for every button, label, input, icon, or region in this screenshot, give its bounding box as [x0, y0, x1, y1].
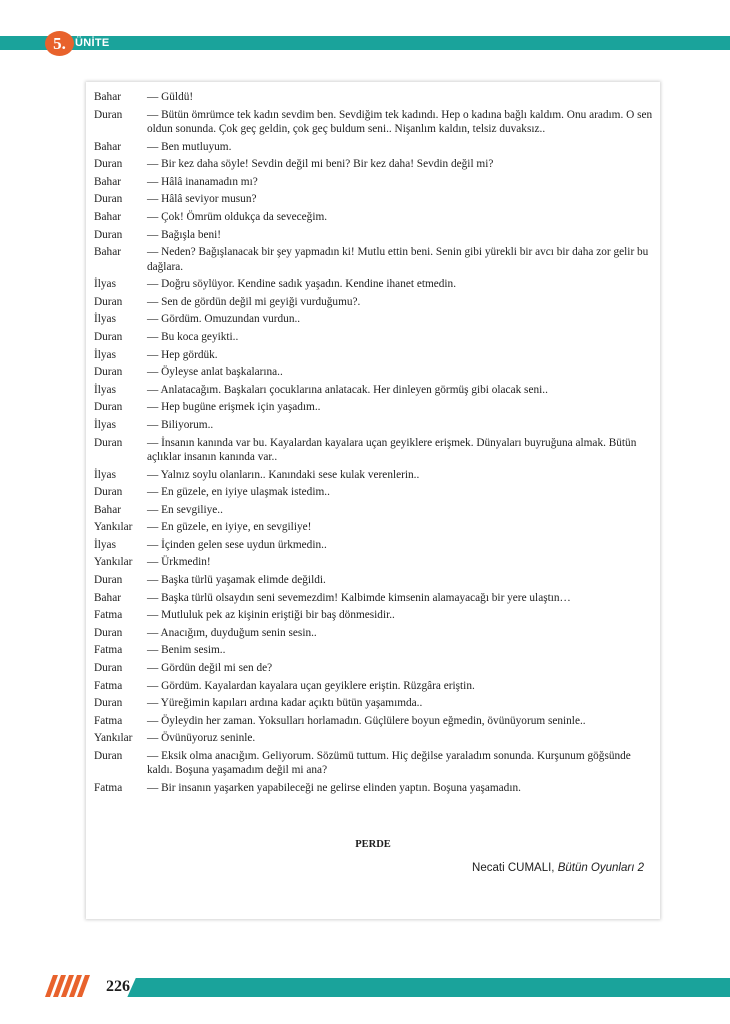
dialogue-line: [94, 555, 654, 569]
dialogue-text: — Benim sesim..: [147, 644, 226, 657]
dialogue-text: — İnsanın kanında var bu. Kayalardan kayalara uçan geyiklere erişmek. Dünyaları buyruğuna almak. Bütün açlıklar insanın kanında var..: [147, 436, 637, 463]
dialogue-text: — Sen de gördün değil mi geyiği vurduğumu?.: [147, 295, 361, 308]
dialogue-text: — Yüreğimin kapıları ardına kadar açıktı bütün yaşamımda..: [147, 697, 423, 710]
speaker-name: Duran: [94, 697, 123, 710]
dialogue-line: [94, 157, 654, 171]
dialogue-line: [94, 383, 654, 397]
footer-bar: [104, 978, 730, 997]
dialogue-line: [94, 400, 654, 414]
dialogue-lines: [94, 90, 654, 799]
speaker-name: Bahar: [94, 246, 121, 259]
speaker-name: İlyas: [94, 313, 116, 326]
dialogue-text: — Hep bugüne erişmek için yaşadım..: [147, 401, 321, 414]
dialogue-text: — Gördüm. Kayalardan kayalara uçan geyiklere eriştin. Rüzgâra eriştin.: [147, 679, 475, 692]
speaker-name: Fatma: [94, 609, 123, 622]
dialogue-line: [94, 468, 654, 482]
dialogue-text: — Güldü!: [147, 91, 194, 103]
speaker-name: Bahar: [94, 503, 121, 516]
speaker-name: Yankılar: [94, 732, 133, 745]
dialogue-text: — Bir kez daha söyle! Sevdin değil mi beni? Bir kez daha! Sevdin değil mi?: [147, 158, 494, 171]
dialogue-line: [94, 330, 654, 344]
dialogue-text: — Başka türlü yaşamak elimde değildi.: [147, 574, 326, 587]
speaker-name: Fatma: [94, 644, 123, 657]
dialogue-line: [94, 626, 654, 640]
dialogue-text: — Biliyorum..: [147, 418, 214, 431]
dialogue-line: [94, 731, 654, 745]
dialogue-line: [94, 520, 654, 534]
dialogue-text: — Çok! Ömrüm oldukça da seveceğim.: [147, 210, 328, 223]
dialogue-text: — Bütün ömrümce tek kadın sevdim ben. Sevdiğim tek kadındı. Hep o kadına bağlı kaldım. Onu aradım. O sen oldun sonunda. Çok geç geldin, çok geç buldum seni.. Nişanlım kaldın, telsiz duvaksız..: [147, 108, 653, 135]
speaker-name: Duran: [94, 228, 123, 241]
dialogue-text: — Bu koca geyikti..: [147, 330, 239, 343]
dialogue-text: — Hâlâ inanamadın mı?: [147, 175, 258, 188]
speaker-name: İlyas: [94, 383, 116, 396]
speaker-name: Bahar: [94, 175, 121, 188]
dialogue-text: — Yalnız soylu olanların.. Kanındaki sese kulak verenlerin..: [147, 468, 420, 481]
dialogue-text: — En sevgiliye..: [147, 503, 223, 516]
dialogue-line: [94, 277, 654, 291]
dialogue-text: — Gördün değil mi sen de?: [147, 662, 273, 675]
speaker-name: İlyas: [94, 538, 116, 551]
speaker-name: Duran: [94, 330, 123, 343]
dialogue-line: [94, 696, 654, 710]
speaker-name: Duran: [94, 158, 123, 171]
source-credit: [472, 862, 644, 874]
dialogue-line: [94, 348, 654, 362]
dialogue-text: — Anacığım, duyduğum senin sesin..: [147, 626, 317, 639]
credit-work: Bütün Oyunları 2: [557, 862, 644, 874]
dialogue-line: [94, 210, 654, 224]
speaker-name: Bahar: [94, 91, 121, 103]
dialogue-line: [94, 295, 654, 309]
dialogue-line: [94, 781, 654, 795]
dialogue-text: — Başka türlü olsaydın seni sevemezdim! Kalbimde kimsenin alamayacağı bir yere ulaştın…: [147, 591, 571, 604]
speaker-name: İlyas: [94, 418, 116, 431]
speaker-name: İlyas: [94, 278, 116, 291]
dialogue-line: [94, 573, 654, 587]
speaker-name: Fatma: [94, 714, 123, 727]
speaker-name: Duran: [94, 436, 123, 449]
speaker-name: Duran: [94, 193, 123, 206]
dialogue-line: [94, 140, 654, 154]
unit-number-badge: 5.: [45, 31, 74, 56]
dialogue-card: [86, 82, 660, 919]
dialogue-line: [94, 538, 654, 552]
dialogue-line: [94, 108, 654, 137]
dialogue-line: [94, 661, 654, 675]
dialogue-text: — Öyleydin her zaman. Yoksulları horlamadın. Güçlülere boyun eğmedin, övünüyorum seninle..: [147, 714, 586, 727]
dialogue-text: — En güzele, en iyiye ulaşmak istedim..: [147, 486, 330, 499]
speaker-name: Bahar: [94, 591, 121, 604]
dialogue-line: [94, 90, 654, 104]
dialogue-text: — Anlatacağım. Başkaları çocuklarına anlatacak. Her dinleyen görmüş gibi olacak seni..: [147, 383, 548, 396]
dialogue-text: — Mutluluk pek az kişinin eriştiği bir baş dönmesidir..: [147, 609, 395, 622]
dialogue-text: — Ben mutluyum.: [147, 140, 232, 153]
dialogue-text: — Öyleyse anlat başkalarına..: [147, 366, 283, 379]
dialogue-line: [94, 418, 654, 432]
speaker-name: Duran: [94, 662, 123, 675]
perde-label: PERDE: [355, 839, 391, 850]
dialogue-line: [94, 643, 654, 657]
dialogue-text: — İçinden gelen sese uydun ürkmedin..: [147, 538, 327, 551]
dialogue-text: — Doğru söylüyor. Kendine sadık yaşadın. Kendine ihanet etmedin.: [147, 278, 457, 291]
dialogue-text: — En güzele, en iyiye, en sevgiliye!: [147, 521, 312, 534]
dialogue-line: [94, 175, 654, 189]
dialogue-line: [94, 485, 654, 499]
dialogue-line: [94, 714, 654, 728]
speaker-name: Duran: [94, 574, 123, 587]
speaker-name: Fatma: [94, 782, 123, 794]
dialogue-line: [94, 608, 654, 622]
dialogue-line: [94, 312, 654, 326]
speaker-name: Duran: [94, 486, 123, 499]
speaker-name: Yankılar: [94, 556, 133, 569]
dialogue-text: — Ürkmedin!: [147, 556, 211, 569]
dialogue-line: [94, 245, 654, 274]
dialogue-line: [94, 503, 654, 517]
dialogue-text: — Hep gördük.: [147, 348, 218, 361]
speaker-name: Fatma: [94, 679, 123, 692]
dialogue-line: [94, 591, 654, 605]
dialogue-text: — Neden? Bağışlanacak bir şey yapmadın ki! Mutlu ettin beni. Senin gibi yürekli bir avcı bir daha zor gelir bu dağlara.: [147, 246, 649, 273]
speaker-name: İlyas: [94, 468, 116, 481]
speaker-name: Duran: [94, 295, 123, 308]
dialogue-text: — Övünüyoruz seninle.: [147, 732, 256, 745]
speaker-name: Bahar: [94, 210, 121, 223]
dialogue-text: — Bağışla beni!: [147, 228, 222, 241]
footer-stripes: [47, 975, 97, 997]
dialogue-text: — Eksik olma anacığım. Geliyorum. Sözümü tuttum. Hiç değilse yaraladım sonunda. Kurşunum göğsünde kaldı. Boşuna yaşamadım değil mi ana?: [147, 750, 631, 777]
speaker-name: Duran: [94, 750, 123, 762]
page-number: 226: [106, 978, 130, 995]
dialogue-line: [94, 228, 654, 242]
speaker-name: Duran: [94, 366, 123, 379]
speaker-name: İlyas: [94, 348, 116, 361]
speaker-name: Yankılar: [94, 521, 133, 534]
dialogue-line: [94, 679, 654, 693]
dialogue-text: — Hâlâ seviyor musun?: [147, 193, 257, 206]
dialogue-text: — Gördüm. Omuzundan vurdun..: [147, 313, 301, 326]
speaker-name: Bahar: [94, 140, 121, 153]
speaker-name: Duran: [94, 108, 123, 121]
dialogue-line: [94, 365, 654, 379]
dialogue-text: — Bir insanın yaşarken yapabileceği ne gelirse elinden yaptın. Boşuna yaşamadın.: [147, 782, 521, 794]
speaker-name: Duran: [94, 626, 123, 639]
dialogue-line: [94, 436, 654, 465]
credit-author: Necati CUMALI,: [472, 862, 555, 874]
dialogue-line: [94, 192, 654, 206]
dialogue-line: [94, 749, 654, 778]
unit-label: ÜNİTE: [75, 37, 110, 49]
speaker-name: Duran: [94, 401, 123, 414]
